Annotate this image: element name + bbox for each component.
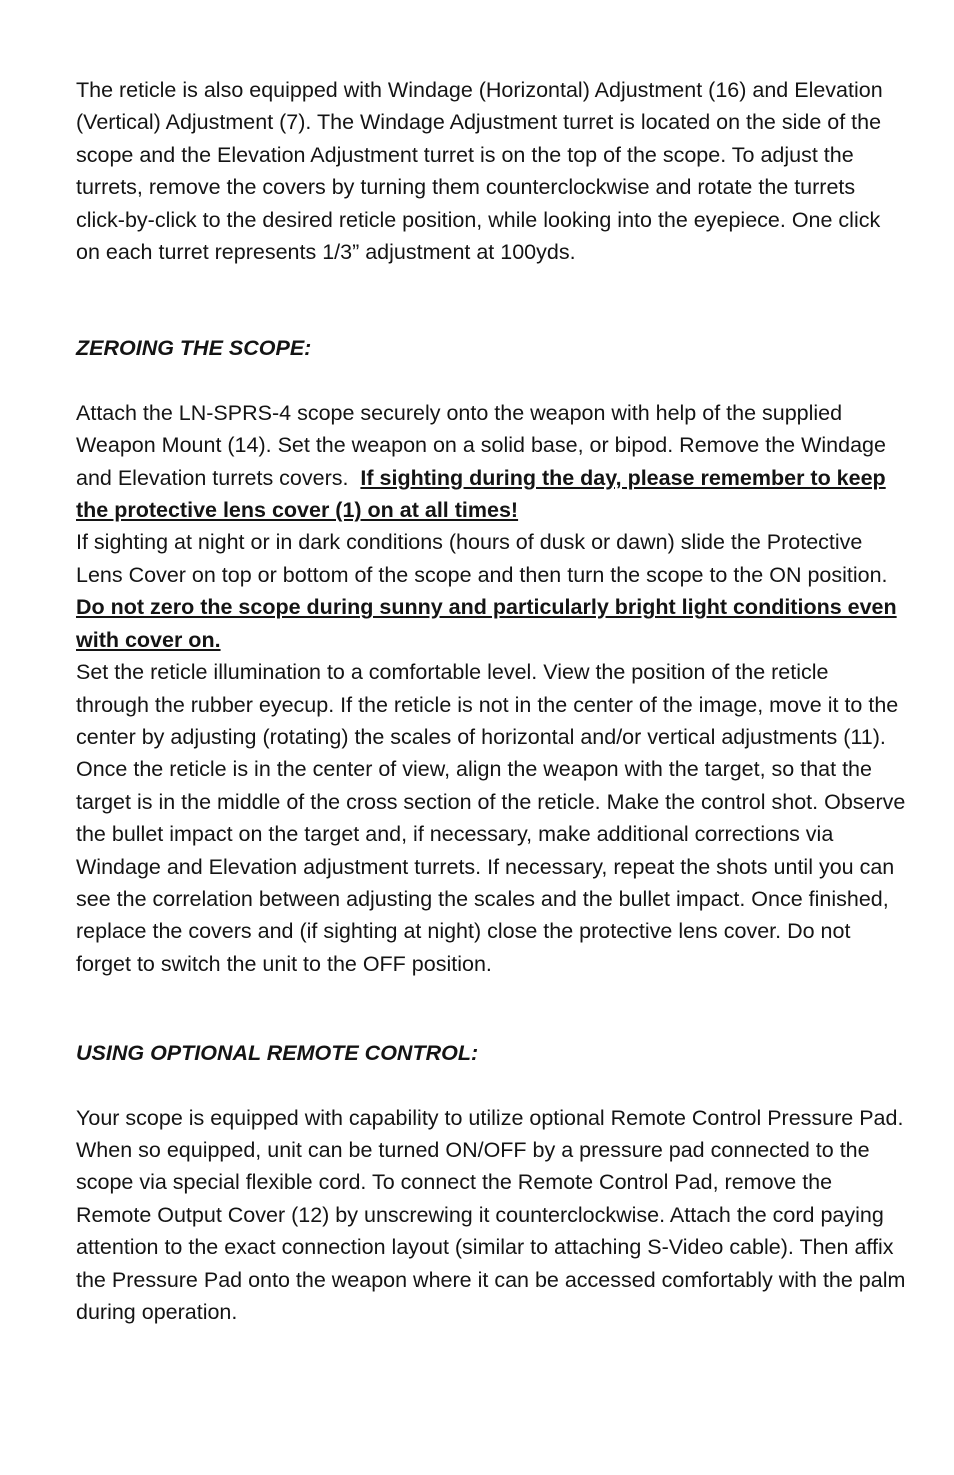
zeroing-paragraph-1 (76, 397, 906, 656)
zeroing-text-1: Attach the LN-SPRS-4 scope securely onto the weapon with help of the supplied Weapon Mount (14). Set the weapon on a solid base, or bipod. Remove the Windage and Elevation turrets covers. (76, 400, 886, 490)
daytime-warning: If sighting during the day, please remember to keep the protective lens cover (1) on at all times! (76, 465, 886, 523)
intro-paragraph: The reticle is also equipped with Windage (Horizontal) Adjustment (16) and Elevation (Vertical) Adjustment (7). The Windage Adjustment turret is located on the side of the scope and the Elevation Adjustment turret is on the top of the scope. To adjust the turrets, remove the covers by turning them counterclockwise and rotate the turrets click-by-click to the desired reticle position, while looking into the eyepiece. One click on each turret represents 1/3” adjustment at 100yds. (76, 78, 883, 265)
remote-heading: USING OPTIONAL REMOTE CONTROL: (76, 1041, 479, 1066)
zeroing-text-2: If sighting at night or in dark conditions (hours of dusk or dawn) slide the Protective Lens Cover on top or bottom of the scope and then turn the scope to the ON position. (76, 530, 888, 587)
remote-paragraph: Your scope is equipped with capability to utilize optional Remote Control Pressure Pad. When so equipped, unit can be turned ON/OFF by a pressure pad connected to the scope via special flexible cord. To connect the Remote Control Pad, remove the Remote Output Cover (12) by unscrewing it counterclockwise. Attach the cord paying attention to the exact connection layout (similar to attaching S-Video cable). Then affix the Pressure Pad onto the weapon where it can be accessed comfortably with the palm during operation. (76, 1105, 906, 1324)
bright-light-warning: Do not zero the scope during sunny and particularly bright light conditions even with cover on. (76, 595, 897, 652)
zeroing-paragraph-2: Set the reticle illumination to a comfortable level. View the position of the reticle through the rubber eyecup. If the reticle is not in the center of the image, move it to the center by adjusting (rotating) the scales of horizontal and/or vertical adjustments (11). Once the reticle is in the center of view, align the weapon with the target, so that the target is in the middle of the cross section of the reticle. Make the control shot. Observe the bullet impact on the target and, if necessary, make additional corrections via Windage and Elevation adjustment turrets. If necessary, repeat the shots until you can see the correlation between adjusting the scales and the bullet impact. Once finished, replace the covers and (if sighting at night) close the protective lens cover. Do not forget to switch the unit to the OFF position. (76, 660, 906, 976)
document-page (76, 74, 906, 1328)
zeroing-heading: ZEROING THE SCOPE: (76, 336, 312, 361)
